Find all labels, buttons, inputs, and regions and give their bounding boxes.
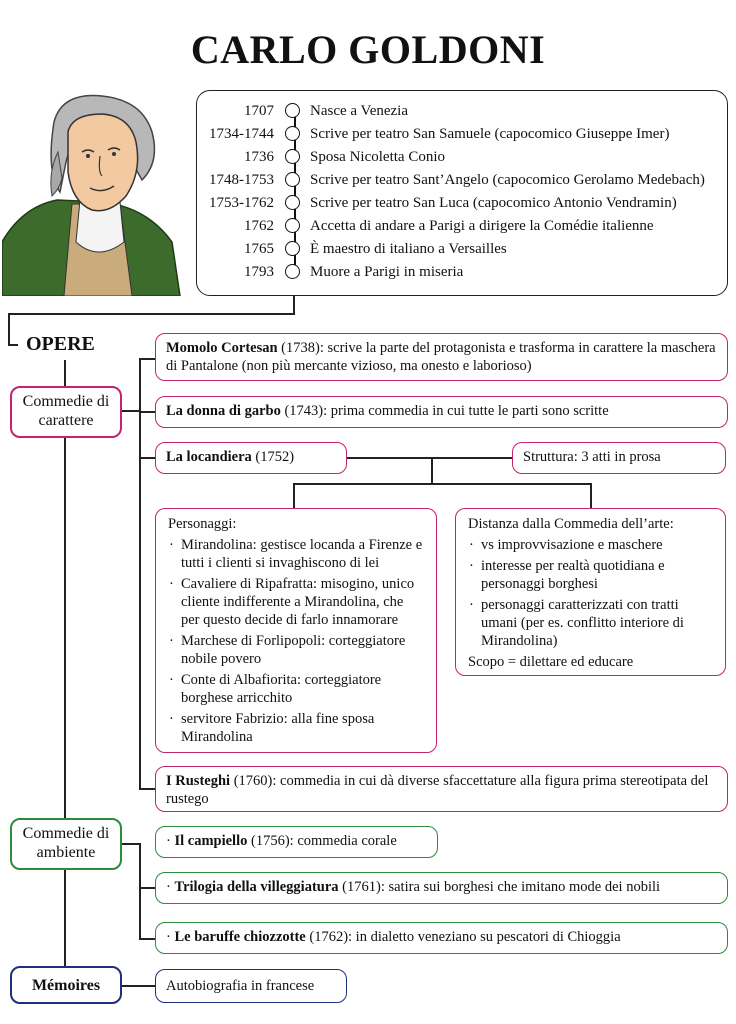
distanza-heading: Distanza dalla Commedia dell’arte:	[468, 516, 674, 532]
connector-line	[120, 985, 155, 987]
work-year: (1762)	[309, 929, 349, 945]
work-donna-di-garbo	[155, 396, 728, 428]
timeline-event: Muore a Parigi in miseria	[310, 264, 464, 280]
timeline-row-0	[196, 101, 728, 121]
scopo-text: Scopo = dilettare ed educare	[468, 654, 634, 670]
timeline-dot	[285, 103, 300, 118]
list-item: · personaggi caratterizzati con tratti umani (per es. conflitto interiore di Mirandolina)	[468, 596, 713, 650]
timeline-row-4	[196, 193, 728, 213]
connector-line	[139, 788, 155, 790]
timeline-dot	[285, 241, 300, 256]
timeline-event: Nasce a Venezia	[310, 103, 408, 119]
opere-label: OPERE	[26, 333, 95, 355]
connector-line	[139, 411, 155, 413]
work-title: La locandiera	[166, 449, 252, 465]
timeline-dot	[285, 264, 300, 279]
work-title: Momolo Cortesan	[166, 340, 278, 356]
work-title: Il campiello	[174, 833, 248, 849]
work-title: Trilogia della villeggiatura	[174, 879, 339, 895]
work-trilogia-villeggiatura: · Trilogia della villeggiatura (1761): satira sui borghesi che imitano mode dei nobili	[155, 872, 728, 904]
timeline-year: 1734-1744	[209, 126, 274, 142]
connector-line	[293, 483, 295, 509]
timeline-row-6	[196, 239, 728, 259]
work-year: (1760)	[233, 773, 273, 789]
timeline-event: Scrive per teatro Sant’Angelo (capocomico Gerolamo Medebach)	[310, 172, 705, 188]
timeline-event: Accetta di andare a Parigi a dirigere la Comédie italienne	[310, 218, 654, 234]
timeline-year: 1753-1762	[209, 195, 274, 211]
connector-line	[590, 483, 592, 509]
timeline-year: 1793	[244, 264, 274, 280]
work-title: Le baruffe chiozzotte	[174, 929, 306, 945]
work-year: (1738)	[281, 340, 320, 356]
timeline-dot	[285, 126, 300, 141]
work-desc: : commedia corale	[289, 833, 397, 849]
connector-line	[139, 887, 155, 889]
timeline-row-1	[196, 124, 728, 144]
connector-line	[8, 344, 18, 346]
work-desc: : prima commedia in cui tutte le parti sono scritte	[323, 403, 609, 419]
work-year: (1743)	[284, 403, 324, 419]
timeline-rows	[196, 90, 728, 296]
connector-line	[8, 313, 10, 345]
work-locandiera	[155, 442, 347, 474]
list-item: · Marchese di Forlipopoli: corteggiatore nobile povero	[168, 632, 424, 668]
list-item: · vs improvvisazione e maschere	[468, 536, 713, 554]
connector-line	[120, 410, 140, 412]
connector-line	[293, 296, 295, 314]
timeline-event: Sposa Nicoletta Conio	[310, 149, 445, 165]
work-baruffe-chiozzotte: · Le baruffe chiozzotte (1762): in dialetto veneziano su pescatori di Chioggia	[155, 922, 728, 954]
connector-line	[347, 457, 512, 459]
connector-line	[120, 843, 140, 845]
personaggi-heading: Personaggi:	[168, 516, 237, 532]
work-title: I Rusteghi	[166, 773, 231, 789]
timeline-row-3	[196, 170, 728, 190]
distanza-list	[468, 536, 713, 650]
timeline-year: 1736	[244, 149, 274, 165]
timeline-year: 1762	[244, 218, 274, 234]
work-desc: : scrive la parte del protagonista e trasforma in carattere la maschera di Pantalone (non più mercante vizioso, ma onesto e laborioso)	[166, 340, 716, 374]
page-title: CARLO GOLDONI	[190, 27, 546, 72]
category-ambiente: Commedie di ambiente	[10, 818, 122, 870]
connector-line	[139, 938, 155, 940]
timeline-dot	[285, 149, 300, 164]
timeline-year: 1748-1753	[209, 172, 274, 188]
timeline-dot	[285, 218, 300, 233]
work-momolo-cortesan	[155, 333, 728, 381]
connector-line	[8, 313, 295, 315]
work-year: (1761)	[342, 879, 381, 895]
list-item: · interesse per realtà quotidiana e personaggi borghesi	[468, 557, 713, 593]
timeline-year: 1707	[244, 103, 274, 119]
category-carattere: Commedie di carattere	[10, 386, 122, 438]
timeline-dot	[285, 172, 300, 187]
connector-line	[293, 483, 591, 485]
timeline-dot	[285, 195, 300, 210]
goldoni-portrait-illustration	[2, 92, 182, 296]
work-desc: : satira sui borghesi che imitano mode dei nobili	[380, 879, 661, 895]
work-year: (1756)	[251, 833, 290, 849]
work-desc: : commedia in cui dà diverse sfaccettature alla figura prima stereotipata del rustego	[166, 773, 709, 807]
connector-line	[139, 843, 141, 939]
struttura-box: Struttura: 3 atti in prosa	[512, 442, 726, 474]
timeline-event: È maestro di italiano a Versailles	[310, 241, 507, 257]
timeline-row-2	[196, 147, 728, 167]
category-memoires: Mémoires	[10, 966, 122, 1004]
connector-line	[139, 457, 155, 459]
work-desc: : in dialetto veneziano su pescatori di Chioggia	[348, 929, 621, 945]
work-rusteghi	[155, 766, 728, 812]
personaggi-box	[155, 508, 437, 753]
connector-line	[431, 457, 433, 484]
connector-line	[139, 358, 141, 790]
timeline-event: Scrive per teatro San Luca (capocomico Antonio Vendramin)	[310, 195, 677, 211]
connector-line	[139, 358, 155, 360]
list-item: · Conte di Albafiorita: corteggiatore borghese arricchito	[168, 671, 424, 707]
timeline-row-5	[196, 216, 728, 236]
connector-line	[64, 360, 66, 968]
timeline-event: Scrive per teatro San Samuele (capocomico Giuseppe Imer)	[310, 126, 670, 142]
list-item: · servitore Fabrizio: alla fine sposa Mirandolina	[168, 710, 424, 746]
timeline-row-7	[196, 262, 728, 282]
distanza-box	[455, 508, 726, 676]
work-year: (1752)	[255, 449, 295, 465]
list-item: · Mirandolina: gestisce locanda a Firenze e tutti i clienti si invaghiscono di lei	[168, 536, 424, 572]
list-item: · Cavaliere di Ripafratta: misogino, unico cliente indifferente a Mirandolina, che per questo decide di farlo innamorare	[168, 575, 424, 629]
autobiografia-box: Autobiografia in francese	[155, 969, 347, 1003]
work-title: La donna di garbo	[166, 403, 281, 419]
work-campiello: · Il campiello (1756): commedia corale	[155, 826, 438, 858]
personaggi-list	[168, 536, 424, 746]
timeline-year: 1765	[244, 241, 274, 257]
